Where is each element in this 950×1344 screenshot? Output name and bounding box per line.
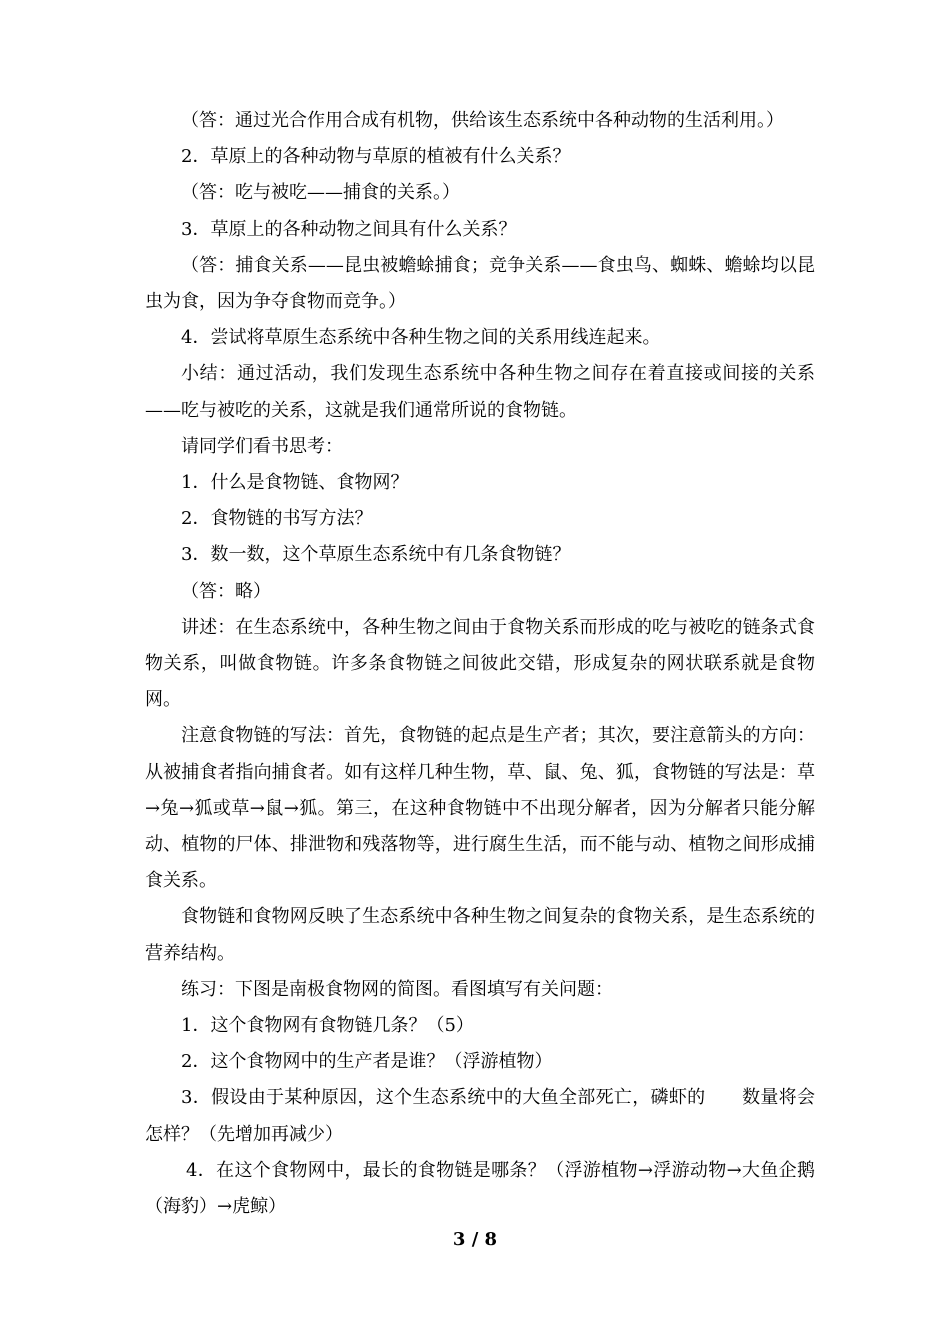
paragraph: 注意食物链的写法：首先，食物链的起点是生产者；其次，要注意箭头的方向：从被捕食者指向捕食者。如有这样几种生物，草、鼠、兔、狐，食物链的写法是：草→兔→狐或草→鼠→狐。第三，在这种食物链中不出现分解者，因为分解者只能分解动、植物的尸体、排泄物和残落物等，进行腐生生活，而不能与动、植物之间形成捕食关系。	[145, 725, 815, 892]
paragraph: 2．草原上的各种动物与草原的植被有什么关系？	[181, 146, 571, 168]
paragraph: 3．假设由于某种原因，这个生态系统中的大鱼全部死亡，磷虾的 数量将会怎样？（先增加再减少）	[145, 1087, 815, 1145]
paragraph: 2．这个食物网中的生产者是谁？（浮游植物）	[181, 1051, 553, 1073]
paragraph: 3．数一数，这个草原生态系统中有几条食物链？	[181, 544, 571, 566]
paragraph: 4．尝试将草原生态系统中各种生物之间的关系用线连起来。	[181, 327, 661, 349]
document-body	[145, 103, 815, 1225]
paragraph: 1．什么是食物链、食物网？	[181, 472, 409, 494]
paragraph: （答：略）	[181, 580, 271, 602]
paragraph: 练习：下图是南极食物网的简图。看图填写有关问题：	[181, 978, 613, 1000]
page-number: 3 / 8	[452, 1229, 498, 1250]
paragraph: 4．在这个食物网中，最长的食物链是哪条？（浮游植物→浮游动物→大鱼企鹅（海豹）→虎鲸）	[145, 1159, 815, 1218]
paragraph: 讲述：在生态系统中，各种生物之间由于食物关系而形成的吃与被吃的链条式食物关系，叫做食物链。许多条食物链之间彼此交错，形成复杂的网状联系就是食物网。	[145, 616, 815, 711]
paragraph: 请同学们看书思考：	[181, 435, 343, 457]
paragraph: （答：吃与被吃——捕食的关系。）	[181, 182, 460, 204]
paragraph: 小结：通过活动，我们发现生态系统中各种生物之间存在着直接或间接的关系——吃与被吃的关系，这就是我们通常所说的食物链。	[145, 363, 815, 421]
paragraph: 3．草原上的各种动物之间具有什么关系？	[181, 218, 517, 240]
paragraph: 食物链和食物网反映了生态系统中各种生物之间复杂的食物关系，是生态系统的营养结构。	[145, 906, 815, 964]
paragraph: （答：通过光合作用合成有机物，供给该生态系统中各种动物的生活利用。）	[181, 110, 784, 131]
paragraph: （答：捕食关系——昆虫被蟾蜍捕食；竞争关系——食虫鸟、蜘蛛、蟾蜍均以昆虫为食，因为争夺食物而竞争。）	[145, 254, 815, 313]
paragraph: 2．食物链的书写方法？	[181, 508, 373, 530]
paragraph: 1．这个食物网有食物链几条？（5）	[181, 1015, 474, 1037]
